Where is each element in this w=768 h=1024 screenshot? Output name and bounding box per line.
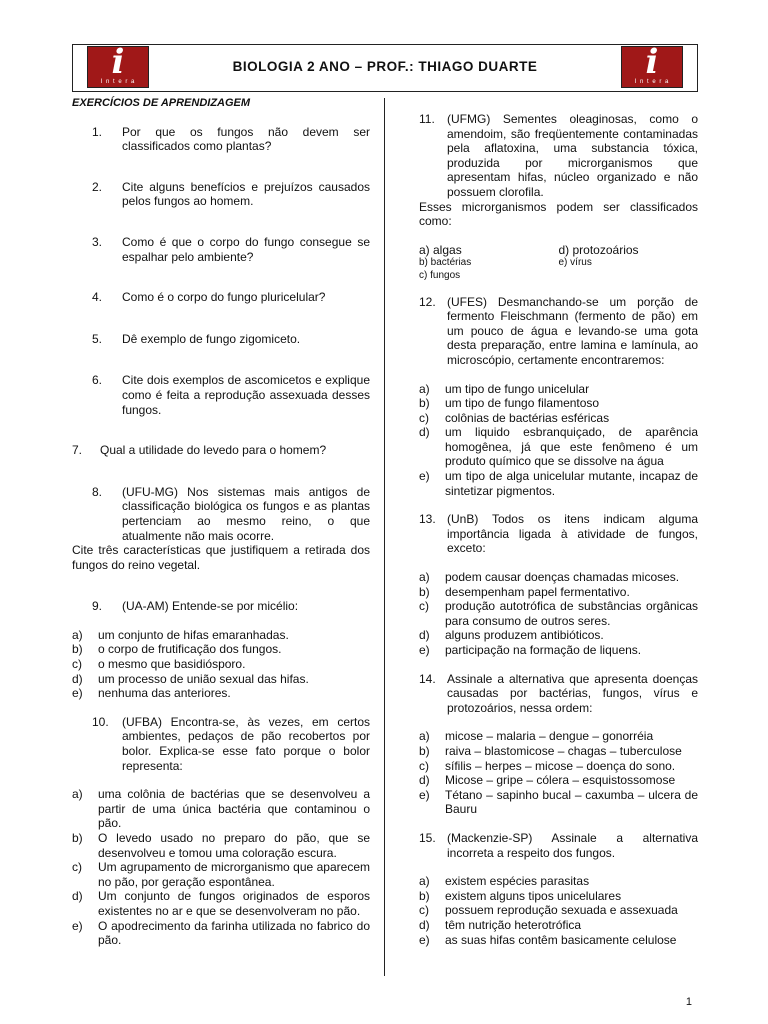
question-8 [72,485,370,543]
answer-option [72,889,370,918]
option-letter: d) [419,917,430,932]
option-letter: b) [72,831,83,845]
option-letter: e) [419,787,430,802]
answer-option [419,729,698,744]
question-13 [419,512,698,556]
option-a: a) algas [419,242,462,257]
question-6 [72,373,370,417]
option-text: O levedo usado no preparo do pão, que se desenvolveu e tomou uma coloração escura. [98,831,370,860]
question-text: Assinale a alternativa que apresenta doenças causadas por bactérias, fungos, vírus e protozoários, nessa ordem: [447,671,698,715]
question-text: (UFBA) Encontra-se, às vezes, em certos ambientes, pedaços de pão recobertos por bolor. Explica-se esse fato porque o bolor representa: [122,714,370,773]
question-number: 5. [92,331,103,346]
question-14 [419,672,698,716]
answer-option [72,657,370,672]
option-letter: a) [72,787,83,802]
question-1 [72,125,370,154]
option-text: desempenham papel fermentativo. [445,584,630,599]
answer-option [419,396,698,411]
question-text: Cite alguns benefícios e prejuízos causados pelos fungos ao homem. [122,179,370,209]
option-letter: a) [419,729,430,744]
answer-option [419,903,698,918]
option-letter: b) [419,396,430,411]
option-letter: c) [419,599,429,614]
answer-option [419,411,698,426]
option-text: Um conjunto de fungos originados de esporos existentes no ar e que se desenvolveram no pão. [98,889,370,918]
question-number: 3. [92,234,103,249]
question-text: (Mackenzie-SP) Assinale a alternativa incorreta a respeito dos fungos. [447,830,698,860]
option-text: alguns produzem antibióticos. [445,628,604,643]
question-text: (UFMG) Sementes oleaginosas, como o amendoim, são freqüentemente contaminadas pela aflatoxina, uma substancia tóxica, produzida por microrganismos que apresentam hifas, núcleo organizado e não possuem clorofila. [447,112,698,199]
question-3 [72,235,370,264]
option-text: o mesmo que basidiósporo. [98,657,246,672]
question-text: Qual a utilidade do levedo para o homem? [100,443,327,458]
question-10 [72,715,370,773]
logo-text: I n t e r a [100,79,136,85]
option-text: existem espécies parasitas [445,874,590,889]
option-letter: e) [419,469,430,484]
option-text: micose – malaria – dengue – gonorréia [445,729,654,744]
question-number: 6. [92,373,103,388]
question-number: 10. [92,714,109,729]
question-11 [419,112,698,200]
option-letter: d) [419,425,430,440]
question-text: Por que os fungos não devem ser classificados como plantas? [122,124,370,154]
option-row [419,243,698,258]
question-text: Cite dois exemplos de ascomicetos e explique como é feita a reprodução assexuada desses fungos. [122,373,370,417]
page-header [72,44,698,92]
option-letter: c) [419,758,429,773]
option-text: produção autotrófica de substâncias orgânicas para consumo de outros seres. [445,599,698,628]
question-12 [419,295,698,368]
question-11-options [419,243,698,283]
option-d: d) protozoários [558,242,639,257]
option-text: podem causar doenças chamadas micoses. [445,570,680,585]
question-4 [72,290,370,305]
answer-option [419,469,698,498]
question-number: 12. [419,294,436,309]
option-text: possuem reprodução sexuada e assexuada [445,903,678,918]
question-11-tail: Esses microrganismos podem ser classificados como: [419,199,698,229]
question-text: (UFU-MG) Nos sistemas mais antigos de classificação biológica os fungos e as plantas pertenciam ao mesmo reino, o que atualmente não mais ocorre. [122,484,370,543]
question-number: 1. [92,124,103,139]
option-letter: e) [72,918,83,933]
logo-letter: i [111,42,125,82]
option-letter: a) [419,381,430,396]
option-row [419,257,698,270]
question-number: 13. [419,512,436,527]
column-divider [384,98,385,976]
answer-option [72,642,370,657]
option-text: um processo de união sexual das hifas. [98,671,309,686]
logo-letter: i [645,42,659,82]
question-2 [72,180,370,209]
option-text: um tipo de fungo filamentoso [445,396,600,411]
right-column [419,112,698,947]
answer-option [419,382,698,397]
answer-option [419,643,698,658]
answer-option [72,831,370,860]
answer-option [419,744,698,759]
option-letter: c) [419,410,429,425]
answer-option [419,585,698,600]
question-7 [72,443,370,458]
option-letter: e) [419,932,430,947]
question-text: Dê exemplo de fungo zigomiceto. [122,331,301,346]
question-number: 2. [92,179,103,194]
option-text: Micose – gripe – cólera – esquistossomose [445,773,676,788]
option-letter: d) [72,671,83,686]
question-8-tail: Cite três características que justifiquem a retirada dos fungos do reino vegetal. [72,543,370,572]
answer-option [72,686,370,701]
question-text: (UFES) Desmanchando-se um porção de fermento Fleischmann (fermento de pão) em um pouco de água e levando-se uma gota desta preparação, entre lamina e lamínula, ao microscópio, certamente encontraremos: [447,294,698,367]
answer-option [72,628,370,643]
intera-logo-right [621,42,683,88]
question-number: 4. [92,290,103,305]
option-letter: b) [419,743,430,758]
option-letter: c) [72,657,82,672]
option-letter: d) [419,773,430,788]
option-text: Tétano – sapinho bucal – caxumba – ulcera de Bauru [445,787,698,817]
question-text: Como é que o corpo do fungo consegue se espalhar pelo ambiente? [122,234,370,264]
option-text: um tipo de alga unicelular mutante, incapaz de sintetizar pigmentos. [445,469,698,498]
option-text: existem alguns tipos unicelulares [445,888,622,903]
option-text: o corpo de frutificação dos fungos. [98,642,282,657]
option-text: as suas hifas contêm basicamente celulose [445,932,677,947]
option-letter: a) [419,874,430,889]
question-text: (UA-AM) Entende-se por micélio: [122,599,299,614]
answer-option [419,773,698,788]
question-13-options [419,570,698,658]
question-number: 14. [419,671,436,686]
answer-option [419,918,698,933]
option-text: um tipo de fungo unicelular [445,381,590,396]
question-15 [419,831,698,860]
option-letter: e) [72,686,83,701]
answer-option [419,933,698,948]
section-title: EXERCÍCIOS DE APRENDIZAGEM [72,97,251,109]
question-number: 11. [419,112,435,126]
question-number: 7. [72,443,83,458]
option-text: participação na formação de liquens. [445,643,642,657]
option-text: uma colônia de bactérias que se desenvolveu a partir de uma única bactéria que contaminou o pão. [98,787,370,831]
question-text: (UnB) Todos os itens indicam alguma importância ligada à atividade de fungos, exceto: [447,512,698,556]
page-number: 1 [685,996,692,1008]
option-text: um conjunto de hifas emaranhadas. [98,627,289,642]
answer-option [419,788,698,817]
option-text: sífilis – herpes – micose – doença do sono. [445,758,676,773]
answer-option [419,425,698,469]
question-14-options [419,729,698,817]
question-15-options [419,874,698,947]
option-text: raiva – blastomicose – chagas – tuberculose [445,743,682,758]
option-letter: b) [419,584,430,599]
answer-option [419,759,698,774]
option-letter: c) [419,903,429,918]
option-text: colônias de bactérias esféricas [445,410,610,425]
option-letter: b) [419,888,430,903]
option-letter: a) [419,570,430,585]
option-c: c) fungos [419,269,461,281]
answer-option [72,787,370,831]
option-letter: e) [419,643,430,657]
question-10-options [72,787,370,948]
answer-option [72,672,370,687]
answer-option [419,570,698,585]
answer-option [419,874,698,889]
question-text: Como é o corpo do fungo pluricelular? [122,290,326,305]
option-letter: a) [72,627,83,642]
option-letter: d) [72,889,83,904]
answer-option [72,919,370,948]
question-number: 9. [92,599,103,614]
question-9-options [72,628,370,701]
question-number: 15. [419,830,436,845]
question-12-options [419,382,698,499]
option-text: têm nutrição heterotrófica [445,917,582,932]
option-text: Um agrupamento de microrganismo que aparecem no pão, por geração espontânea. [98,860,370,889]
left-column [72,96,370,948]
question-number: 8. [92,484,103,499]
answer-option [419,889,698,904]
logo-text: I n t e r a [634,79,670,85]
question-9 [72,599,370,614]
option-text: nenhuma das anteriores. [98,686,231,701]
option-letter: d) [419,628,430,643]
answer-option [419,599,698,628]
header-title: BIOLOGIA 2 ANO – PROF.: THIAGO DUARTE [232,59,538,74]
answer-option [419,628,698,643]
option-text: um liquido esbranquiçado, de aparência homogênea, já que este fenômeno é um produto químico que se dissolve na água [445,425,698,469]
option-b: b) bactérias [419,257,472,269]
option-letter: b) [72,642,83,657]
option-letter: c) [72,860,82,875]
option-text: O apodrecimento da farinha utilizada no fabrico do pão. [98,918,370,948]
option-e: e) vírus [558,257,592,269]
question-5 [72,332,370,347]
answer-option [72,860,370,889]
